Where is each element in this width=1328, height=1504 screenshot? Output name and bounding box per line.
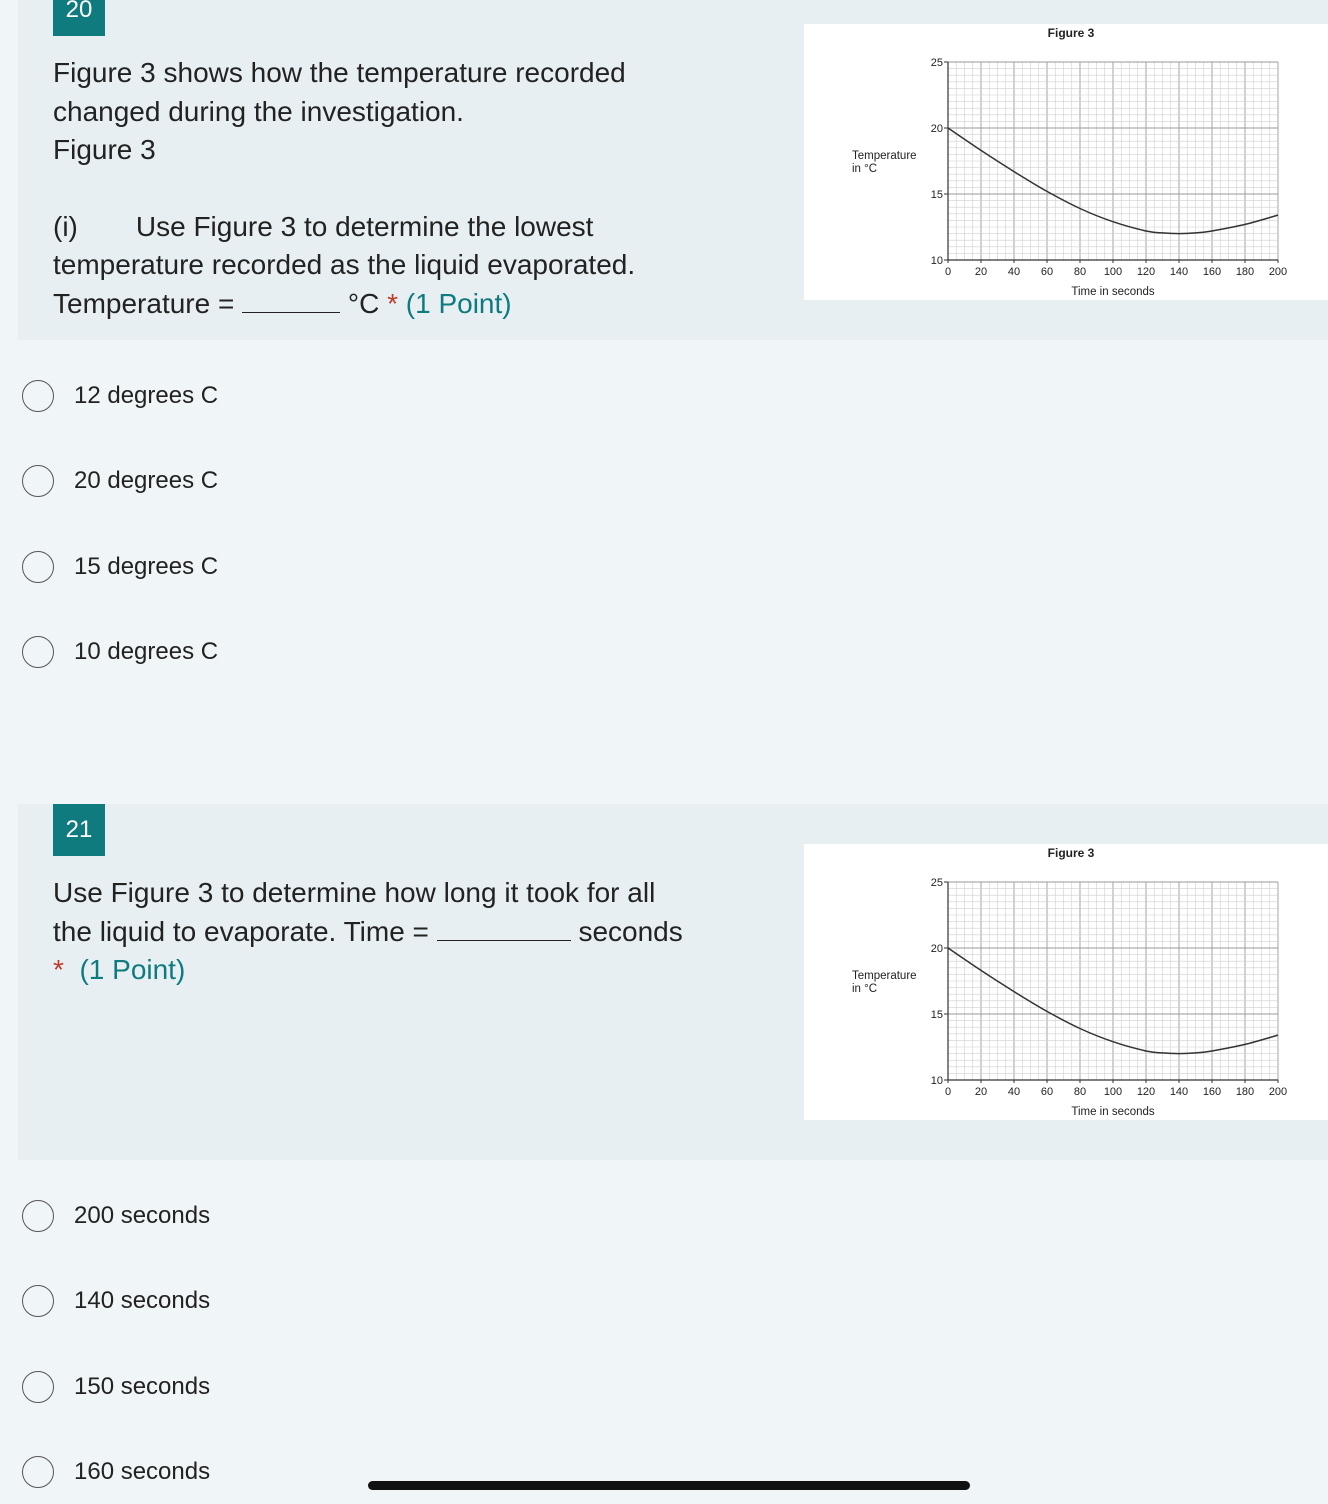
x-tick-label: 160 [1202, 1086, 1222, 1098]
required-marker: * [387, 287, 398, 319]
y-tick-label: 10 [930, 255, 943, 267]
answer-blank [242, 288, 340, 313]
y-tick-label: 20 [930, 123, 943, 135]
option-150-seconds[interactable]: 150 seconds [22, 1369, 210, 1405]
y-tick-label: 25 [930, 57, 943, 69]
x-tick-label: 200 [1268, 1086, 1288, 1098]
x-tick-label: 60 [1040, 266, 1054, 278]
radio-button[interactable] [22, 1371, 54, 1403]
question-text-line: Temperature = °C * (1 Point) [53, 287, 512, 319]
question-text-line: temperature recorded as the liquid evaporated. [53, 249, 636, 280]
radio-button[interactable] [22, 1285, 54, 1317]
x-tick-label: 60 [1040, 1086, 1054, 1098]
y-axis-label-unit: in °C [852, 163, 878, 175]
option-15-degrees[interactable]: 15 degrees C [22, 549, 218, 585]
points-label: (1 Point) [405, 287, 512, 319]
option-160-seconds[interactable]: 160 seconds [22, 1454, 210, 1490]
x-tick-label: 100 [1103, 266, 1123, 278]
option-200-seconds[interactable]: 200 seconds [22, 1198, 210, 1234]
temperature-chart [804, 24, 1328, 300]
question-text-line: the liquid to evaporate. Time = seconds [53, 915, 683, 947]
y-axis-label: Temperature [852, 150, 917, 162]
x-axis-label: Time in seconds [1071, 1106, 1155, 1118]
option-140-seconds[interactable]: 140 seconds [22, 1283, 210, 1319]
y-tick-label: 15 [930, 189, 943, 201]
y-tick-label: 25 [930, 877, 943, 889]
radio-button[interactable] [22, 380, 54, 412]
option-12-degrees[interactable]: 12 degrees C [22, 378, 218, 414]
x-tick-label: 40 [1007, 266, 1021, 278]
radio-button[interactable] [22, 636, 54, 668]
question-text-line: Figure 3 [53, 134, 156, 165]
x-tick-label: 160 [1202, 266, 1222, 278]
question-20-text [53, 54, 635, 323]
question-text-line: (i) Use Figure 3 to determine the lowest [53, 210, 594, 242]
question-21-text [53, 874, 683, 990]
x-tick-label: 140 [1169, 1086, 1189, 1098]
x-tick-label: 140 [1169, 266, 1189, 278]
x-tick-label: 80 [1073, 1086, 1087, 1098]
question-number-badge: 20 [53, 0, 105, 36]
y-tick-label: 10 [930, 1075, 943, 1087]
y-axis-label: Temperature [852, 970, 917, 982]
question-20-card [18, 0, 1328, 340]
figure-3-image [804, 24, 1328, 300]
option-10-degrees[interactable]: 10 degrees C [22, 634, 218, 670]
question-text-line: changed during the investigation. [53, 95, 464, 127]
x-tick-label: 180 [1235, 266, 1255, 278]
points-label: (1 Point) [79, 954, 186, 985]
question-number-badge: 21 [53, 804, 105, 856]
required-marker: * [53, 954, 64, 985]
x-tick-label: 120 [1136, 1086, 1156, 1098]
x-tick-label: 20 [974, 1086, 988, 1098]
answer-blank [437, 916, 571, 941]
radio-button[interactable] [22, 465, 54, 497]
y-axis-label-unit: in °C [852, 983, 878, 995]
x-tick-label: 0 [944, 1086, 952, 1098]
chart-title: Figure 3 [1047, 26, 1095, 40]
home-indicator-bar[interactable] [368, 1481, 970, 1490]
figure-3-image [804, 844, 1328, 1120]
option-20-degrees[interactable]: 20 degrees C [22, 463, 218, 499]
question-21-card [18, 804, 1328, 1160]
y-tick-label: 20 [930, 943, 943, 955]
x-tick-label: 180 [1235, 1086, 1255, 1098]
x-tick-label: 120 [1136, 266, 1156, 278]
x-tick-label: 20 [974, 266, 988, 278]
x-tick-label: 100 [1103, 1086, 1123, 1098]
chart-title: Figure 3 [1047, 846, 1095, 860]
question-text-line [53, 951, 683, 990]
question-text-line: Use Figure 3 to determine how long it took for all [53, 877, 656, 908]
x-tick-label: 0 [944, 266, 952, 278]
x-tick-label: 80 [1073, 266, 1087, 278]
y-tick-label: 15 [930, 1009, 943, 1021]
radio-button[interactable] [22, 551, 54, 583]
radio-button[interactable] [22, 1456, 54, 1488]
radio-button[interactable] [22, 1200, 54, 1232]
x-tick-label: 40 [1007, 1086, 1021, 1098]
x-axis-label: Time in seconds [1071, 286, 1155, 298]
question-text-line: Figure 3 shows how the temperature recorded [53, 57, 626, 88]
temperature-chart [804, 844, 1328, 1120]
x-tick-label: 200 [1268, 266, 1288, 278]
